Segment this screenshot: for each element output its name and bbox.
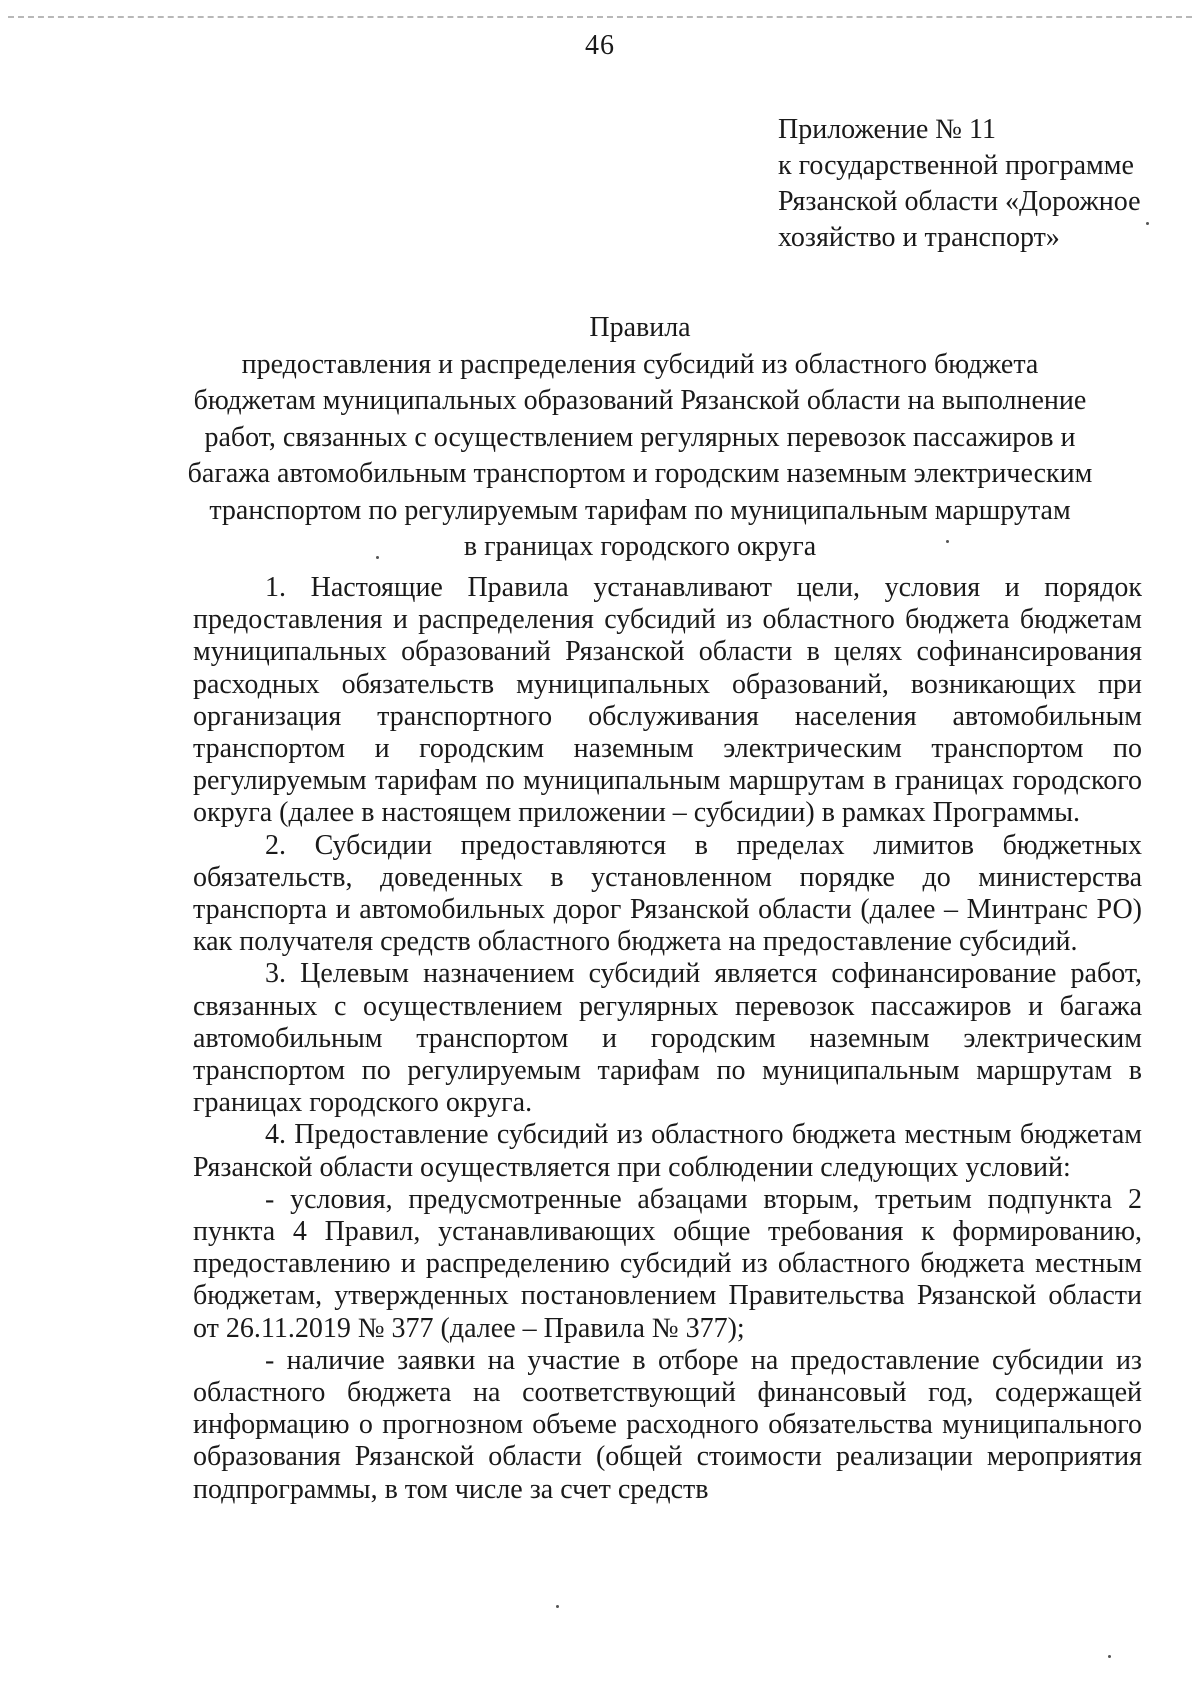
title-line: багажа автомобильным транспортом и городским наземным электрическим xyxy=(187,458,1093,489)
appendix-line: Рязанской области «Дорожное xyxy=(778,186,1141,217)
appendix-line: хозяйство и транспорт» xyxy=(778,222,1060,253)
title-line: транспортом по регулируемым тарифам по муниципальным маршрутам xyxy=(209,494,1071,526)
paragraph-1: 1. Настоящие Правила устанавливают цели, условия и порядок предоставления и распределения субсидий из областного бюджета бюджетам муниципальных образований Рязанской области в целях софинансирования расходных обязательств муниципальных образований, возникающих при организация транспортного обслуживания населения автомобильным транспортом и городским наземным электрическим транспортом по регулируемым тарифам по муниципальным маршрутам в границах городского округа (далее в настоящем приложении – субсидии) в рамках Программы. xyxy=(193,572,1142,829)
appendix-line: к государственной программе xyxy=(778,150,1134,181)
scan-speck xyxy=(1108,1655,1111,1658)
scan-artifact-line xyxy=(8,16,1192,18)
title-heading: Правила xyxy=(589,312,691,343)
paragraph-4: 4. Предоставление субсидий из областного бюджета местным бюджетам Рязанской области осуществляется при соблюдении следующих условий: xyxy=(193,1119,1142,1183)
scan-speck xyxy=(556,1605,559,1608)
scan-speck xyxy=(376,556,379,559)
paragraph-4-condition-2: - наличие заявки на участие в отборе на предоставление субсидии из областного бюджета на соответствующий финансовый год, содержащей информацию о прогнозном объеме расходного обязательства муниципального образования Рязанской области (общей стоимости реализации мероприятия подпрограммы, в том числе за счет средств xyxy=(193,1344,1142,1505)
appendix-line: Приложение № 11 xyxy=(778,114,996,145)
appendix-block xyxy=(778,112,1178,256)
document-title xyxy=(150,310,1130,566)
title-line: работ, связанных с осуществлением регулярных перевозок пассажиров и xyxy=(204,421,1076,453)
scan-speck xyxy=(946,540,949,543)
title-line: предоставления и распределения субсидий из областного бюджета xyxy=(241,348,1039,380)
page-number: 46 xyxy=(585,30,615,61)
paragraph-2: 2. Субсидии предоставляются в пределах лимитов бюджетных обязательств, доведенных в установленном порядке до министерства транспорта и автомобильных дорог Рязанской области (далее – Минтранс РО) как получателя средств областного бюджета на предоставление субсидий. xyxy=(193,829,1142,958)
document-body xyxy=(193,572,1142,1506)
title-line: бюджетам муниципальных образований Рязанской области на выполнение xyxy=(193,385,1087,416)
scan-speck xyxy=(1146,222,1149,225)
title-line: в границах городского округа xyxy=(463,531,817,562)
paragraph-4-condition-1: - условия, предусмотренные абзацами вторым, третьим подпункта 2 пункта 4 Правил, устанавливающих общие требования к формированию, предоставлению и распределению субсидий из областного бюджета местным бюджетам, утвержденных постановлением Правительства Рязанской области от 26.11.2019 № 377 (далее – Правила № 377); xyxy=(193,1183,1142,1344)
paragraph-3: 3. Целевым назначением субсидий является софинансирование работ, связанных с осуществлением регулярных перевозок пассажиров и багажа автомобильным транспортом и городским наземным электрическим транспортом по регулируемым тарифам по муниципальным маршрутам в границах городского округа. xyxy=(193,958,1142,1119)
